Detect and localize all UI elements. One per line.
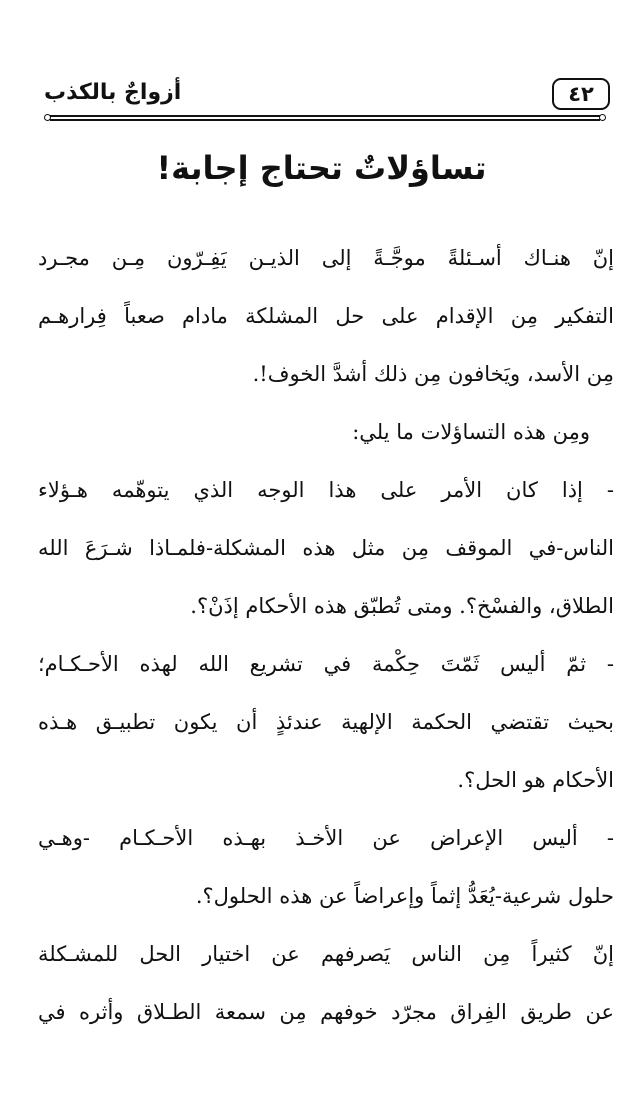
divider-line-top <box>50 115 600 117</box>
text-line: الأحكام هو الحل؟. <box>457 768 614 792</box>
text-line: - أليس الإعراض عن الأخـذ بهـذه الأحـكـام -وهـي <box>38 826 614 850</box>
body-text <box>38 229 614 1041</box>
header-divider <box>44 114 606 121</box>
page-header <box>40 76 612 116</box>
text-line: مِن الأسد، ويَخافون مِن ذلك أشدَّ الخوف!. <box>252 362 614 386</box>
text-line: حلول شرعية-يُعَدُّ إثماً وإعراضاً عن هذه الحلول؟. <box>195 884 614 908</box>
divider-line-bottom <box>50 119 600 121</box>
page-number: ٤٢ <box>552 78 610 110</box>
text-line: - ثمّ أليس ثَمّتَ حِكْمة في تشريع الله لهذه الأحـكـام؛ <box>38 652 614 676</box>
divider-end-ornament-right <box>599 114 606 121</box>
text-line: عن طريق الفِراق مجرّد خوفهم مِن سمعة الطـلاق وأثره في <box>38 1000 614 1024</box>
divider-end-ornament-left <box>44 114 51 121</box>
text-line: الناس-في الموقف مِن مثل هذه المشكلة-فلمـاذا شـرَعَ الله <box>38 536 614 560</box>
text-line: الطلاق، والفسْخ؟. ومتى تُطبّق هذه الأحكام إذَنْ؟. <box>190 594 614 618</box>
running-title: أزواجٌ بالكذب <box>44 80 182 105</box>
section-title: تساؤلاتٌ تحتاج إجابة! <box>156 149 487 187</box>
text-line: إنّ هنـاك أسـئلةً موجَّـةً إلى الذيـن يَفِـرّون مِـن مجـرد <box>38 246 614 270</box>
text-line: التفكير مِن الإقدام على حل المشلكة مادام صعباً فِرارهـم <box>38 304 614 328</box>
text-line: إنّ كثيراً مِن الناس يَصرفهم عن اختيار الحل للمشـكلة <box>38 942 614 966</box>
text-line: بحيث تقتضي الحكمة الإلهية عندئذٍ أن يكون تطبيـق هـذه <box>38 710 614 734</box>
text-line: - إذا كان الأمر على هذا الوجه الذي يتوهّمه هـؤلاء <box>38 478 614 502</box>
text-line: ومِن هذه التساؤلات ما يلي: <box>352 420 590 444</box>
